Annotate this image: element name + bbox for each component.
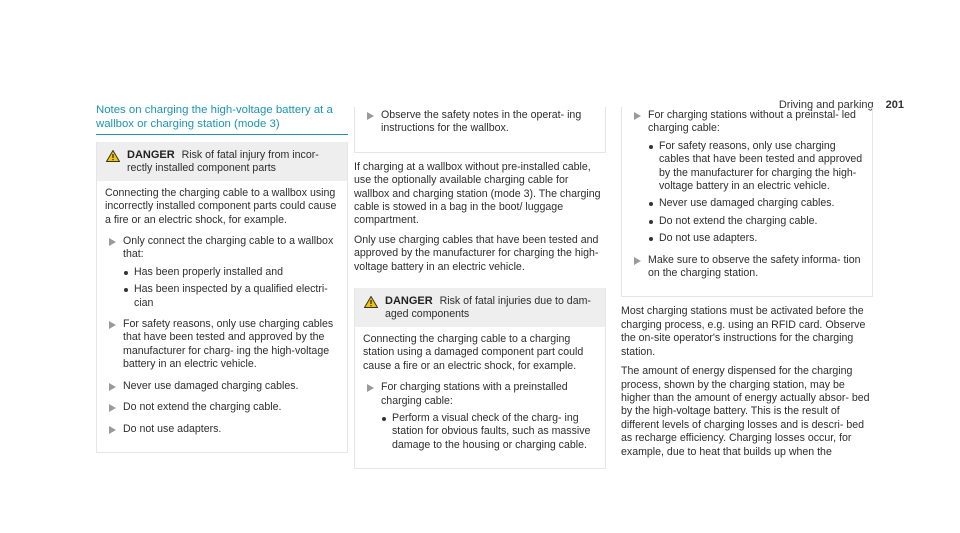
- step-arrow-icon: [367, 112, 374, 120]
- step-arrow-icon: [634, 112, 641, 120]
- step-text: Only connect the charging cable to a wallbox that:: [123, 235, 334, 261]
- body-paragraph: If charging at a wallbox without pre-installed cable, use the optionally available charging cable for wallbox and charging station (mode 3). The charging cable is stowed in a bag in the boot/ luggage compartment.: [354, 160, 601, 227]
- column-3: [621, 107, 873, 465]
- body-paragraph: Only use charging cables that have been tested and approved by the manufacturer for charging the high-voltage battery in an electric vehicle.: [354, 233, 599, 273]
- step-arrow-icon: [367, 384, 374, 392]
- instruction-step: [105, 235, 339, 310]
- bullet-item: For safety reasons, only use charging cables that have been tested and approved by the manufacturer for charging the high-voltage battery in an electric vehicle.: [648, 140, 864, 194]
- step-arrow-icon: [109, 404, 116, 412]
- step-arrow-icon: [109, 321, 116, 329]
- instruction-step: [363, 381, 597, 452]
- instruction-step: [363, 109, 597, 136]
- bullet-item: Has been properly installed and: [123, 266, 339, 279]
- column-2: [354, 107, 606, 469]
- step-text: For safety reasons, only use charging cables that have been tested and approved by the manufacturer for charg- ing the high-voltage battery in an electric vehicle.: [123, 318, 334, 371]
- column-1: [96, 103, 348, 453]
- step-text: For charging stations with a preinstalled charging cable:: [381, 381, 568, 407]
- bullet-item: Has been inspected by a qualified electri- cian: [123, 283, 339, 310]
- danger-panel-body: [97, 181, 347, 452]
- danger-title: Risk of fatal injuries due to dam- aged components: [385, 295, 591, 321]
- continued-panel-body: [355, 107, 605, 152]
- danger-title: Risk of fatal injury from incor- rectly installed component parts: [127, 149, 319, 175]
- body-paragraph: The amount of energy dispensed for the charging process, shown by the charging station, may be higher than the amount of energy actually absor- bed by the high-voltage battery. This is the result of different levels of charging losses and is descri- bed as recharge efficiency. Charging losses occur, for example, due to heat that builds up when the: [621, 365, 870, 458]
- danger-panel: [354, 288, 606, 469]
- instruction-step: [630, 254, 864, 281]
- bullet-item: Do not extend the charging cable.: [648, 215, 864, 228]
- warning-triangle-icon: [364, 296, 378, 308]
- instruction-step: [105, 380, 339, 393]
- step-text: For charging stations without a preinstal- led charging cable:: [648, 109, 856, 135]
- step-text: Never use damaged charging cables.: [123, 379, 299, 392]
- bullet-item: Never use damaged charging cables.: [648, 197, 864, 210]
- continued-panel: [354, 107, 606, 153]
- step-text: Do not extend the charging cable.: [123, 401, 282, 414]
- step-arrow-icon: [109, 238, 116, 246]
- continued-panel-body: [622, 107, 872, 296]
- step-arrow-icon: [109, 383, 116, 391]
- danger-panel-header: [97, 142, 347, 181]
- danger-intro: Connecting the charging cable to a charging station using a damaged component part could cause a fire or an electric shock, for example.: [363, 332, 584, 372]
- danger-intro: Connecting the charging cable to a wallbox using incorrectly installed component parts could cause a fire or an electric shock, for example.: [105, 186, 337, 226]
- body-paragraph: Most charging stations must be activated before the charging process, e.g. using an RFID card. Observe the on-site operator's instructions for the charging station.: [621, 305, 866, 358]
- danger-label: DANGER: [385, 295, 433, 308]
- instruction-step: [105, 423, 339, 436]
- bullet-item: Perform a visual check of the charg- ing station for obvious faults, such as massive damage to the housing or charging cable.: [381, 412, 597, 452]
- step-text: Observe the safety notes in the operat- ing instructions for the wallbox.: [381, 109, 582, 135]
- section-title-line: Notes on charging the high-voltage battery at a: [96, 104, 333, 116]
- danger-label: DANGER: [127, 149, 175, 161]
- danger-panel: [96, 142, 348, 453]
- continued-panel: [621, 107, 873, 297]
- instruction-step: [105, 401, 339, 414]
- step-arrow-icon: [109, 426, 116, 434]
- header-section: Driving and parking: [778, 99, 874, 111]
- step-arrow-icon: [634, 257, 641, 265]
- instruction-step: [630, 109, 864, 246]
- section-title-line: wallbox or charging station (mode 3): [96, 118, 280, 130]
- page-number: 201: [885, 99, 904, 111]
- section-title: [96, 103, 348, 135]
- warning-triangle-icon: [106, 150, 120, 162]
- instruction-step: [105, 318, 339, 372]
- bullet-item: Do not use adapters.: [648, 232, 864, 245]
- danger-panel-header: [355, 288, 605, 327]
- step-text: Make sure to observe the safety informa- tion on the charging station.: [648, 253, 861, 280]
- step-text: Do not use adapters.: [123, 422, 222, 435]
- danger-panel-body: [355, 327, 605, 468]
